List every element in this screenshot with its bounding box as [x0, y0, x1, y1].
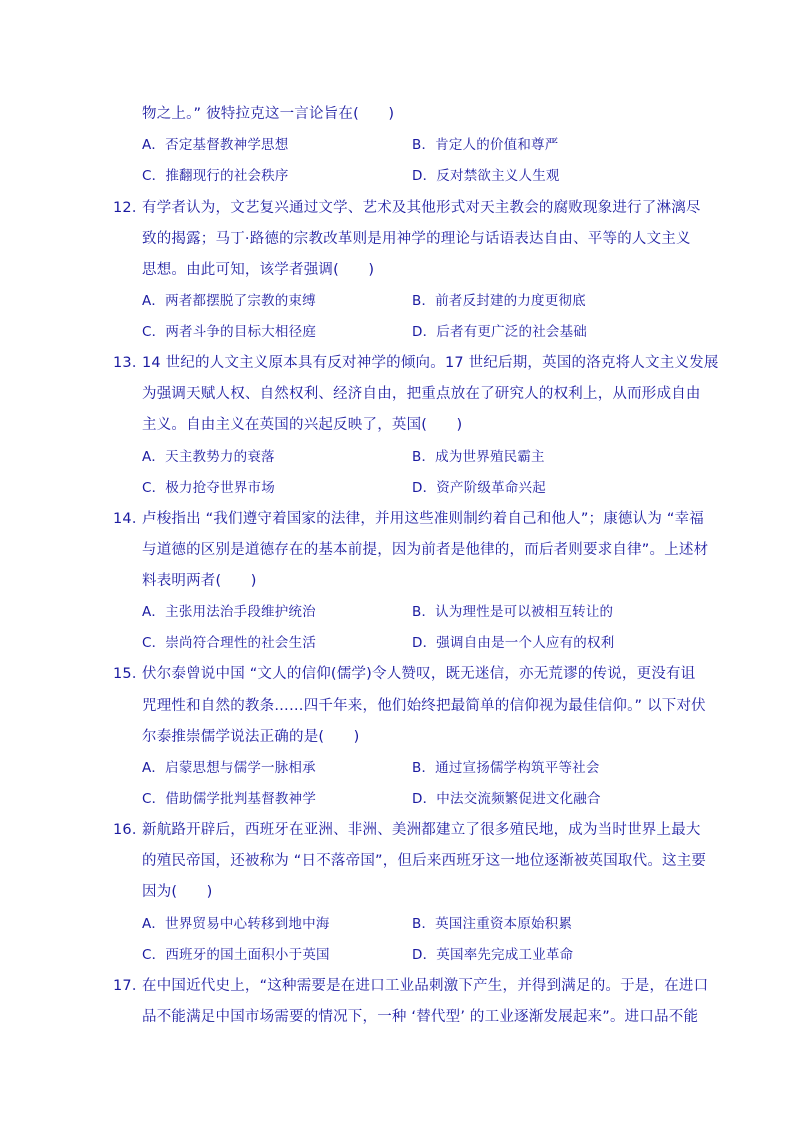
q14-number: 14． — [113, 511, 147, 527]
q15-option-a[interactable]: A．启蒙思想与儒学一脉相承 — [142, 760, 316, 776]
q13-option-a[interactable]: A．天主教势力的衰落 — [142, 449, 275, 465]
q16-number: 16． — [113, 822, 147, 838]
q15-option-b[interactable]: B．通过宣扬儒学构筑平等社会 — [412, 760, 600, 776]
q16-stem-line-1: 新航路开辟后，西班牙在亚洲、非洲、美洲都建立了很多殖民地，成为当时世界上最大 — [142, 822, 701, 838]
q15-stem-line-2: 咒理性和自然的教条……四千年来，他们始终把最简单的信仰视为最佳信仰。” 以下对伏 — [142, 698, 706, 714]
q13-option-d[interactable]: D．资产阶级革命兴起 — [412, 480, 546, 496]
q15-number: 15． — [113, 666, 147, 682]
q14-option-d[interactable]: D．强调自由是一个人应有的权利 — [412, 635, 615, 651]
q11-option-c[interactable]: C．推翻现行的社会秩序 — [142, 168, 289, 184]
q14-option-a[interactable]: A．主张用法治手段维护统治 — [142, 604, 316, 620]
q14-stem-line-2: 与道德的区别是道德存在的基本前提，因为前者是他律的，而后者则要求自律”。上述材 — [142, 542, 709, 558]
q11-option-d[interactable]: D．反对禁欲主义人生观 — [412, 168, 560, 184]
q16-stem-line-2: 的殖民帝国，还被称为 “日不落帝国”，但后来西班牙这一地位逐渐被英国取代。这主要 — [142, 853, 707, 869]
q14-option-b[interactable]: B．认为理性是可以被相互转让的 — [412, 604, 614, 620]
q13-stem-line-2: 为强调天赋人权、自然权利、经济自由，把重点放在了研究人的权利上，从而形成自由 — [142, 386, 701, 402]
q12-stem-line-1: 有学者认为，文艺复兴通过文学、艺术及其他形式对天主教会的腐败现象进行了淋漓尽 — [142, 200, 701, 216]
q17-number: 17． — [113, 978, 147, 994]
q15-stem-line-1: 伏尔泰曾说中国 “文人的信仰(儒学)令人赞叹，既无迷信，亦无荒谬的传说，更没有诅 — [142, 666, 696, 682]
q15-stem-line-3: 尔泰推崇儒学说法正确的是( ) — [142, 729, 360, 745]
q16-option-a[interactable]: A．世界贸易中心转移到地中海 — [142, 916, 330, 932]
q14-option-c[interactable]: C．崇尚符合理性的社会生活 — [142, 635, 317, 651]
q16-option-b[interactable]: B．英国注重资本原始积累 — [412, 916, 573, 932]
q12-stem-line-3: 思想。由此可知，该学者强调( ) — [142, 262, 375, 278]
q17-stem-line-2: 品不能满足中国市场需要的情况下，一种 ‘替代型’ 的工业逐渐发展起来”。进口品不能 — [142, 1009, 699, 1025]
q16-option-c[interactable]: C．西班牙的国土面积小于英国 — [142, 947, 330, 963]
q15-option-d[interactable]: D．中法交流频繁促进文化融合 — [412, 791, 601, 807]
q11-option-a[interactable]: A．否定基督教神学思想 — [142, 137, 289, 153]
q13-option-b[interactable]: B．成为世界殖民霸主 — [412, 449, 545, 465]
q12-option-d[interactable]: D．后者有更广泛的社会基础 — [412, 324, 587, 340]
q13-stem-line-3: 主义。自由主义在英国的兴起反映了，英国( ) — [142, 417, 463, 433]
q17-stem-line-1: 在中国近代史上，“这种需要是在进口工业品刺激下产生，并得到满足的。于是，在进口 — [142, 978, 709, 994]
q16-option-d[interactable]: D．英国率先完成工业革命 — [412, 947, 574, 963]
q14-stem-line-1: 卢梭指出 “我们遵守着国家的法律，并用这些准则制约着自己和他人”；康德认为 “幸福 — [142, 511, 704, 527]
q12-option-b[interactable]: B．前者反封建的力度更彻底 — [412, 293, 586, 309]
q12-option-a[interactable]: A．两者都摆脱了宗教的束缚 — [142, 293, 316, 309]
q11-option-b[interactable]: B．肯定人的价值和尊严 — [412, 137, 559, 153]
q12-number: 12． — [113, 200, 147, 216]
q13-stem-line-1: 14 世纪的人文主义原本具有反对神学的倾向。17 世纪后期，英国的洛克将人文主义发展 — [142, 355, 719, 371]
q14-stem-line-3: 料表明两者( ) — [142, 573, 257, 589]
q15-option-c[interactable]: C．借助儒学批判基督教神学 — [142, 791, 317, 807]
q13-number: 13． — [113, 355, 147, 371]
q12-stem-line-2: 致的揭露；马丁·路德的宗教改革则是用神学的理论与话语表达自由、平等的人文主义 — [142, 231, 691, 247]
q11-stem-line-3: 物之上。” 彼特拉克这一言论旨在( ) — [142, 106, 395, 122]
q12-option-c[interactable]: C．两者斗争的目标大相径庭 — [142, 324, 317, 340]
q13-option-c[interactable]: C．极力抢夺世界市场 — [142, 480, 275, 496]
q16-stem-line-3: 因为( ) — [142, 884, 213, 900]
